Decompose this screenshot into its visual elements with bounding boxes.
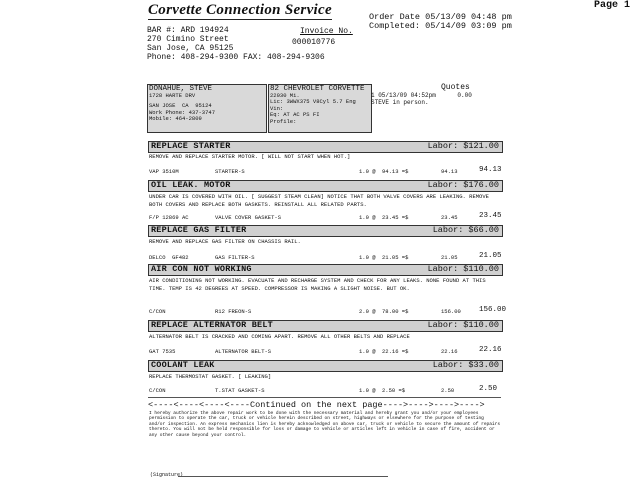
part-description: T.STAT GASKET-S — [215, 387, 265, 394]
shop-name: Corvette Connection Service — [148, 2, 332, 18]
section-description: REMOVE AND REPLACE GAS FILTER ON CHASSIS RAIL. — [149, 238, 301, 245]
invoice-number: 000010776 — [292, 38, 336, 47]
part-row — [149, 214, 501, 222]
shop-city: San Jose, CA 95125 — [147, 44, 234, 53]
part-row — [149, 168, 501, 176]
section-title: REPLACE GAS FILTER — [151, 225, 247, 235]
part-unit-price: 94.13 =$ — [382, 168, 409, 175]
part-unit-price: 22.16 =$ — [382, 348, 409, 355]
part-row — [149, 254, 501, 262]
part-extended: 23.45 — [441, 214, 458, 221]
part-row — [149, 348, 501, 356]
signature-line[interactable] — [178, 476, 388, 477]
part-quantity: 1.0 @ — [359, 214, 376, 221]
part-extended: 22.16 — [441, 348, 458, 355]
shop-phone: Phone: 408-294-9300 FAX: 408-294-9306 — [147, 53, 325, 62]
customer-work-phone: Work Phone: 437-3747 — [149, 108, 216, 116]
section-title: REPLACE STARTER — [151, 141, 231, 151]
continued-notice: <----<----<----<----Continued on the next page---->---->---->----> — [148, 400, 485, 410]
section-description: REMOVE AND REPLACE STARTER MOTOR. [ WILL NOT START WHEN HOT.] — [149, 153, 351, 160]
section-title: OIL LEAK. MOTOR — [151, 180, 231, 190]
customer-box — [147, 84, 267, 133]
part-quantity: 2.0 @ — [359, 308, 376, 315]
part-quantity: 1.0 @ — [359, 348, 376, 355]
section-description: AIR CONDITIONING NOT WORKING. EVACUATE AND RECHARGE SYSTEM AND CHECK FOR ANY LEAKS. NONE FOUND AT THIS TIME. TEMP IS 42 DEGREES AT SPEED. COMPRESSOR IS MAKING A SLIGHT NOISE. BUT OK. — [149, 277, 486, 292]
part-description: VALVE COVER GASKET-S — [215, 214, 282, 221]
part-total: 156.00 — [479, 306, 507, 314]
quotes-label: Quotes — [441, 83, 470, 92]
customer-name: DONAHUE, STEVE — [149, 85, 213, 93]
section-description: ALTERNATOR BELT IS CRACKED AND COMING APART. REMOVE ALL OTHER BELTS AND REPLACE — [149, 333, 410, 340]
invoice-label: Invoice No. — [300, 27, 353, 36]
order-date: Order Date 05/13/09 04:48 pm — [369, 12, 512, 22]
part-quantity: 1.0 @ — [359, 168, 376, 175]
part-number: F/P 12869 AC — [149, 214, 189, 221]
vehicle-lic: Lic: 3WWX375 V8Cyl 5.7 Eng — [270, 98, 356, 106]
vehicle-box — [268, 84, 372, 133]
part-row — [149, 306, 507, 316]
quote-line-2: STEVE in person. — [371, 99, 429, 106]
completed-date: Completed: 05/14/09 03:09 pm — [369, 21, 512, 31]
section-labor: Labor: $176.00 — [427, 180, 499, 190]
page-number: Page 1 — [594, 0, 631, 11]
part-unit-price: 23.45 =$ — [382, 214, 409, 221]
part-unit-price: 2.50 =$ — [382, 387, 406, 394]
part-number: C/CON — [149, 387, 166, 394]
customer-mobile: Mobile: 464-2809 — [149, 115, 202, 123]
part-unit-price: 78.00 =$ — [382, 308, 409, 315]
customer-city: SAN JOSE CA 95124 — [149, 102, 212, 110]
section-title: REPLACE ALTERNATOR BELT — [151, 320, 273, 330]
section-header — [148, 264, 503, 276]
part-total: 2.50 — [479, 385, 498, 393]
part-extended: 156.00 — [441, 308, 461, 315]
authorization-text: I hereby authorize the above repair work to be done with the necessary material and hereby grant you and/or your employees permission to operate the car, truck or vehicle herein described on street, highways or elsewhere for the purpose of testing and/or inspection. An express mechanics lien is hereby acknowledged on above car, truck or vehicle to secure the amount of repairs thereto. You will not be held responsible for loss or damage to vehicle or articles left in vehicle in case of fire, accident or any other cause beyond your control. — [149, 411, 501, 438]
vehicle-profile: Profile: — [270, 117, 297, 125]
section-labor: Labor: $110.00 — [427, 264, 499, 274]
vehicle-vin: Vin: — [270, 104, 284, 112]
part-total: 23.45 — [479, 212, 502, 220]
section-header — [148, 320, 503, 332]
quote-line-1: 1 05/13/09 04:52pm 0.00 — [371, 92, 472, 99]
section-title: AIR CON NOT WORKING — [151, 264, 252, 274]
part-number: C/CON — [149, 308, 166, 315]
part-total: 21.05 — [479, 252, 502, 260]
part-number: GAT 7535 — [149, 348, 176, 355]
section-description: UNDER CAR IS COVERED WITH OIL. [ SUGGEST STEAM CLEAN] NOTICE THAT BOTH VALVE COVERS ARE LEAKING. REMOVE BOTH COVERS AND REPLACE BOTH GASKETS. REINSTALL ALL RELATED PARTS. — [149, 193, 489, 208]
section-header — [148, 225, 503, 237]
part-extended: 2.50 — [441, 387, 455, 394]
part-description: R12 FREON-S — [215, 308, 252, 315]
vehicle-eq: Eq: AT AC PS FI — [270, 111, 320, 119]
customer-address: 1728 HARTE DRV — [149, 92, 196, 99]
section-header — [148, 141, 503, 153]
part-number: DELCO GF482 — [149, 254, 189, 261]
bar-number: BAR #: ARD 194924 — [147, 26, 229, 35]
signature-label: (Signature) — [150, 472, 184, 478]
section-title: COOLANT LEAK — [151, 360, 215, 370]
section-labor: Labor: $121.00 — [427, 141, 499, 151]
part-quantity: 1.0 @ — [359, 387, 376, 394]
part-description: ALTERNATOR BELT-S — [215, 348, 272, 355]
part-description: STARTER-S — [215, 168, 245, 175]
part-quantity: 1.0 @ — [359, 254, 376, 261]
section-description: REPLACE THERMOSTAT GASKET. [ LEAKING] — [149, 373, 272, 380]
section-header — [148, 180, 503, 192]
part-number: VAP 3510M — [149, 168, 179, 175]
part-extended: 21.05 — [441, 254, 458, 261]
part-total: 94.13 — [479, 166, 502, 174]
section-labor: Labor: $33.00 — [432, 360, 499, 370]
part-extended: 94.13 — [441, 168, 458, 175]
section-labor: Labor: $66.00 — [432, 225, 499, 235]
section-header — [148, 360, 503, 372]
footer-divider — [148, 397, 501, 398]
vehicle-miles: 22030 Mi. — [270, 92, 300, 99]
vehicle-model: 82 CHEVROLET CORVETTE — [270, 85, 365, 93]
section-labor: Labor: $110.00 — [427, 320, 499, 330]
part-total: 22.16 — [479, 346, 502, 354]
part-unit-price: 21.05 =$ — [382, 254, 409, 261]
part-description: GAS FILTER-S — [215, 254, 255, 261]
part-row — [149, 387, 501, 395]
shop-street: 270 Cimino Street — [147, 35, 229, 44]
